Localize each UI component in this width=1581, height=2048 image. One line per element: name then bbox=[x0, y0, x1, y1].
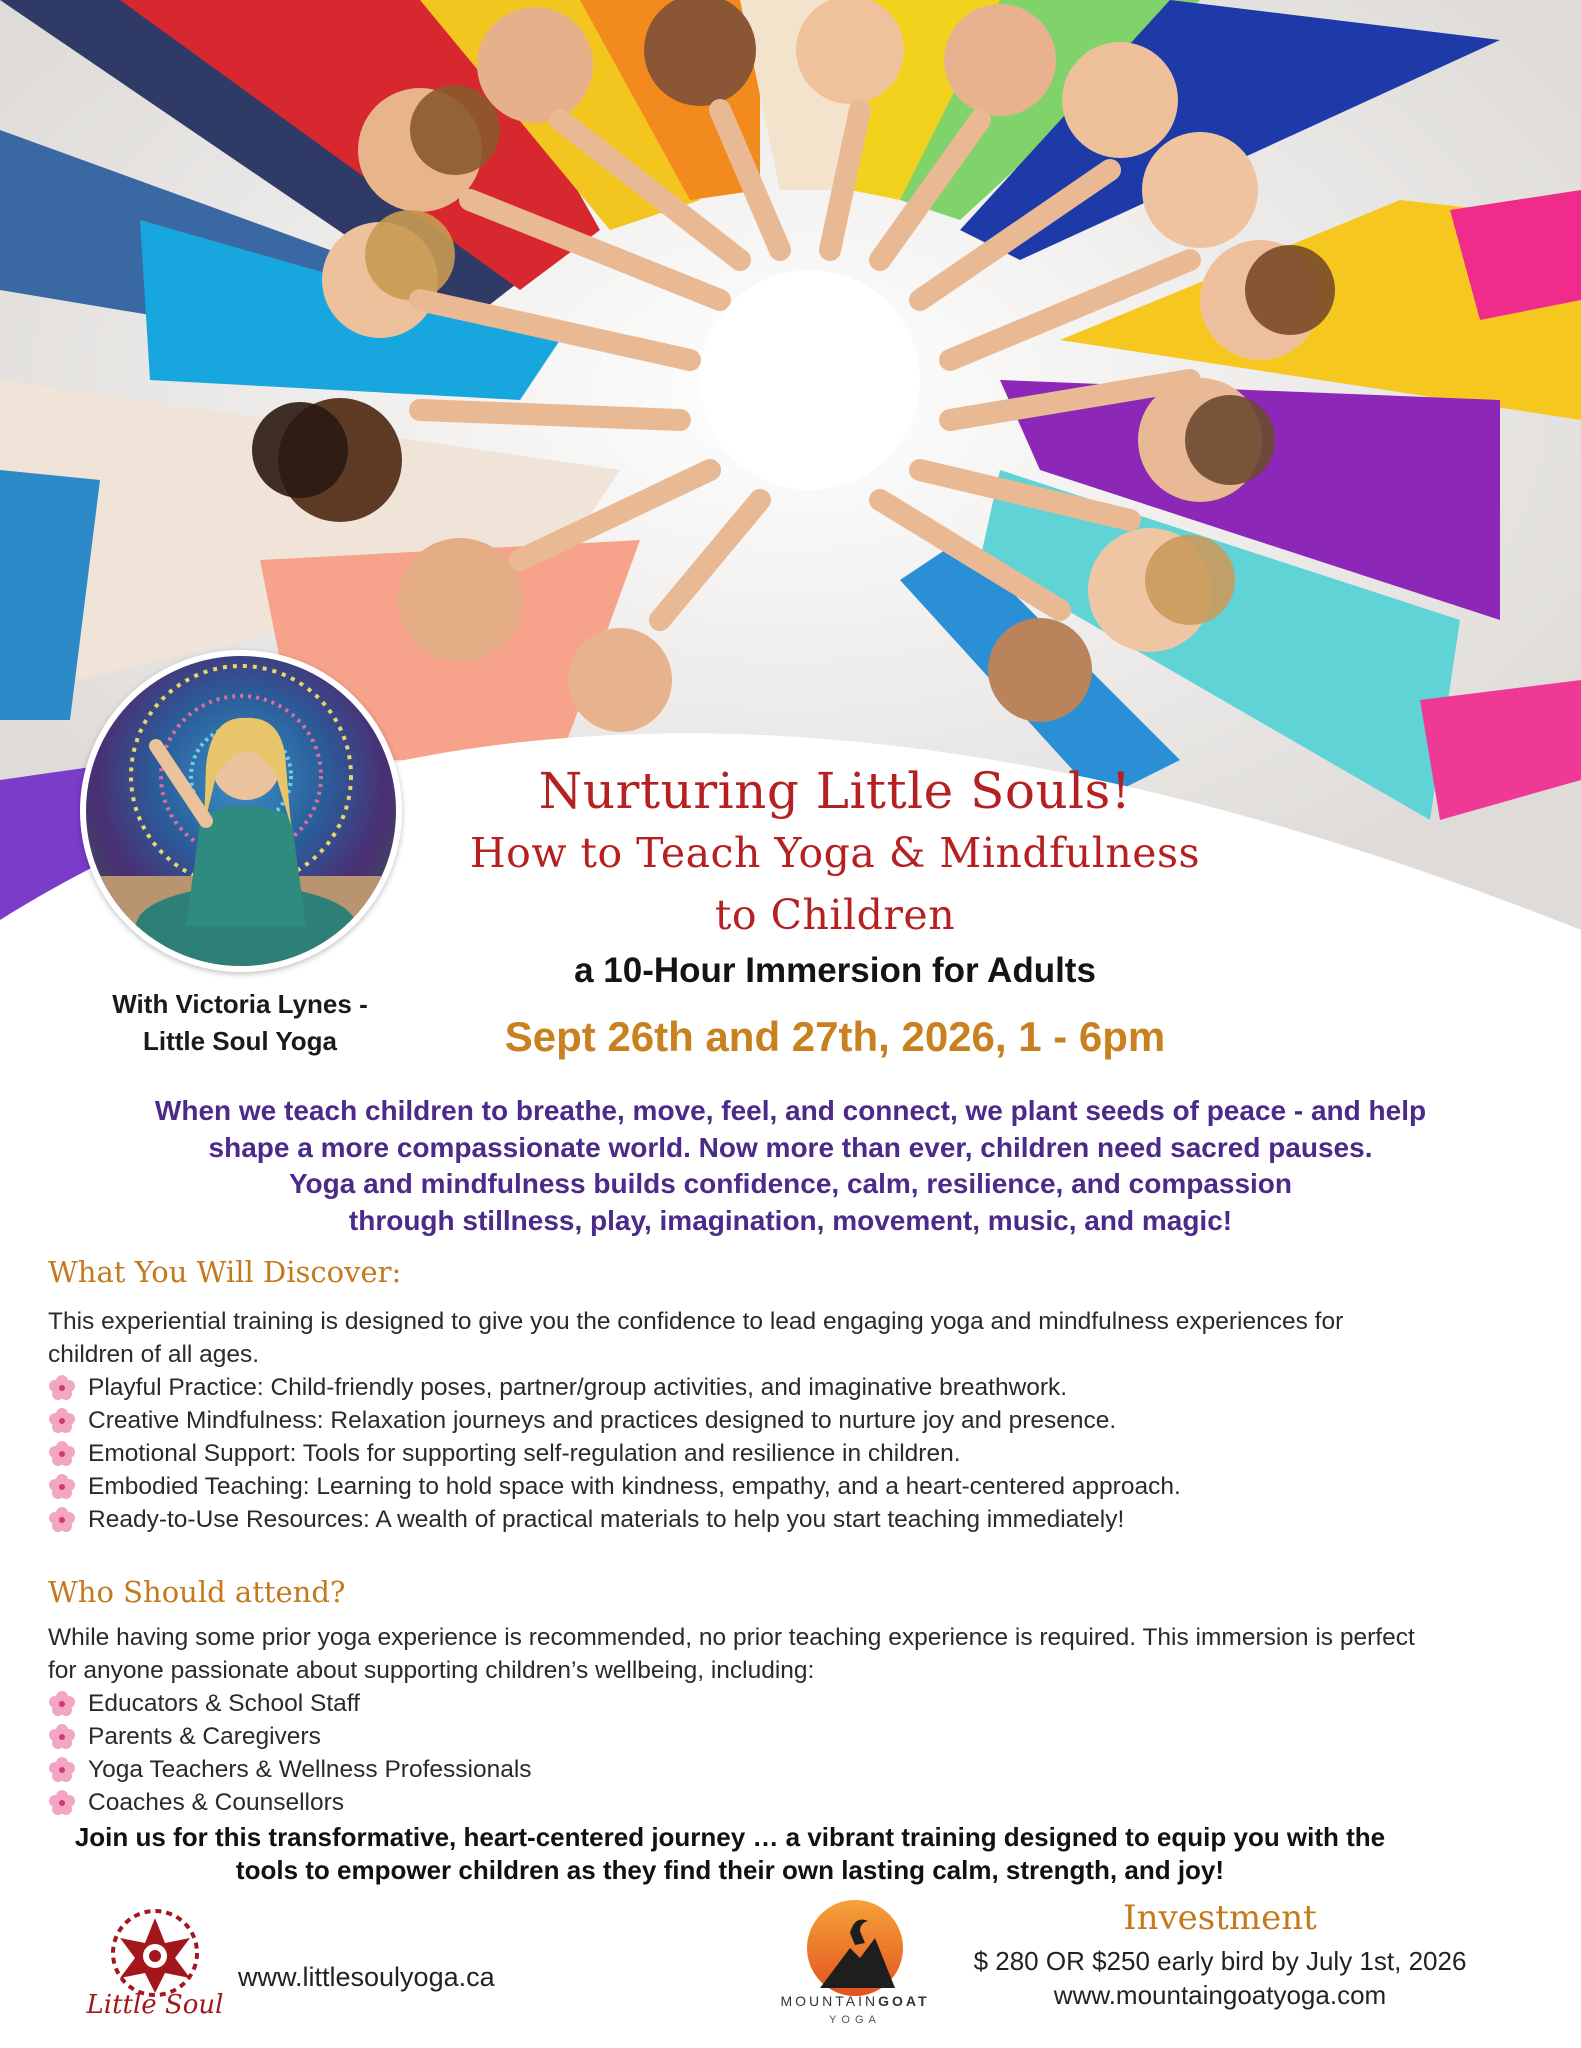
investment-price: $ 280 OR $250 early bird by July 1st, 2026 bbox=[973, 1946, 1467, 1976]
cherry-blossom-icon bbox=[48, 1440, 76, 1468]
attend-heading: Who Should attend? bbox=[48, 1575, 346, 1609]
discover-item-text: Playful Practice: Child-friendly poses, partner/group activities, and imaginative breathwork. bbox=[88, 1374, 1068, 1401]
list-item bbox=[48, 1470, 1518, 1503]
intro-line: through stillness, play, imagination, movement, music, and magic! bbox=[348, 1204, 1233, 1236]
discover-section bbox=[48, 1305, 1518, 1536]
list-item bbox=[48, 1720, 1518, 1753]
little-soul-logo-text: Little Soul bbox=[86, 1990, 224, 2020]
cherry-blossom-icon bbox=[48, 1789, 76, 1817]
mountain-goat-name-b: GOAT bbox=[878, 1993, 930, 2009]
list-item bbox=[48, 1687, 1518, 1720]
discover-list bbox=[48, 1371, 1518, 1536]
intro-paragraph bbox=[60, 1093, 1521, 1239]
attend-item-text: Yoga Teachers & Wellness Professionals bbox=[88, 1756, 532, 1783]
goat-sunset-icon bbox=[800, 1893, 910, 2003]
cherry-blossom-icon bbox=[48, 1723, 76, 1751]
discover-heading: What You Will Discover: bbox=[48, 1255, 402, 1289]
cherry-blossom-icon bbox=[48, 1506, 76, 1534]
event-title bbox=[400, 760, 1270, 946]
list-item bbox=[48, 1404, 1518, 1437]
host-photo bbox=[86, 656, 396, 966]
host-caption bbox=[60, 986, 420, 1060]
event-subtitle: a 10-Hour Immersion for Adults bbox=[574, 951, 1096, 990]
discover-item-text: Ready-to-Use Resources: A wealth of practical materials to help you start teaching immediately! bbox=[88, 1506, 1125, 1533]
cherry-blossom-icon bbox=[48, 1473, 76, 1501]
mountain-goat-name-a: MOUNTAIN bbox=[780, 1993, 879, 2009]
host-portrait bbox=[80, 650, 402, 972]
closing-line: Join us for this transformative, heart-centered journey … a vibrant training designed to equip you with the bbox=[74, 1822, 1386, 1852]
list-item bbox=[48, 1371, 1518, 1404]
mountain-goat-sub: YOGA bbox=[829, 2014, 881, 2026]
discover-item-text: Emotional Support: Tools for supporting self-regulation and resilience in children. bbox=[88, 1440, 961, 1467]
little-soul-website-link[interactable]: www.littlesoulyoga.ca bbox=[238, 1962, 495, 1992]
attend-lead: While having some prior yoga experience is recommended, no prior teaching experience is required. This immersion is perfect for anyone passionate about supporting children’s wellbeing, including: bbox=[48, 1624, 1415, 1684]
attend-item-text: Coaches & Counsellors bbox=[88, 1789, 345, 1816]
mountain-goat-website-link[interactable]: www.mountaingoatyoga.com bbox=[1053, 1980, 1387, 2010]
attend-list bbox=[48, 1687, 1518, 1819]
list-item bbox=[48, 1786, 1518, 1819]
cherry-blossom-icon bbox=[48, 1756, 76, 1784]
intro-line: shape a more compassionate world. Now more than ever, children need sacred pauses. bbox=[208, 1131, 1373, 1163]
event-dates: Sept 26th and 27th, 2026, 1 - 6pm bbox=[504, 1013, 1166, 1060]
list-item bbox=[48, 1753, 1518, 1786]
closing-line: tools to empower children as they find their own lasting calm, strength, and joy! bbox=[235, 1855, 1225, 1885]
mountain-goat-logo-text bbox=[760, 1993, 950, 2009]
discover-item-text: Creative Mindfulness: Relaxation journeys and practices designed to nurture joy and presence. bbox=[88, 1407, 1117, 1434]
list-item bbox=[48, 1503, 1518, 1536]
investment-heading: Investment bbox=[1123, 1898, 1317, 1938]
list-item bbox=[48, 1437, 1518, 1470]
attend-item-text: Educators & School Staff bbox=[88, 1690, 360, 1717]
intro-line: Yoga and mindfulness builds confidence, calm, resilience, and compassion bbox=[288, 1168, 1293, 1199]
cherry-blossom-icon bbox=[48, 1407, 76, 1435]
cherry-blossom-icon bbox=[48, 1690, 76, 1718]
host-name: With Victoria Lynes - bbox=[112, 989, 368, 1019]
closing-statement bbox=[30, 1821, 1430, 1887]
title-line-3: to Children bbox=[714, 891, 956, 939]
cherry-blossom-icon bbox=[48, 1374, 76, 1402]
title-line-2: How to Teach Yoga & Mindfulness bbox=[469, 829, 1201, 877]
discover-item-text: Embodied Teaching: Learning to hold space with kindness, empathy, and a heart-centered approach. bbox=[88, 1473, 1181, 1500]
attend-section bbox=[48, 1621, 1518, 1819]
intro-line: When we teach children to breathe, move, feel, and connect, we plant seeds of peace - and help bbox=[154, 1095, 1427, 1126]
discover-lead: This experiential training is designed to give you the confidence to lead engaging yoga and mindfulness experiences for children of all ages. bbox=[48, 1308, 1344, 1368]
attend-item-text: Parents & Caregivers bbox=[88, 1723, 321, 1750]
host-business: Little Soul Yoga bbox=[142, 1026, 338, 1056]
title-line-1: Nurturing Little Souls! bbox=[538, 762, 1132, 820]
